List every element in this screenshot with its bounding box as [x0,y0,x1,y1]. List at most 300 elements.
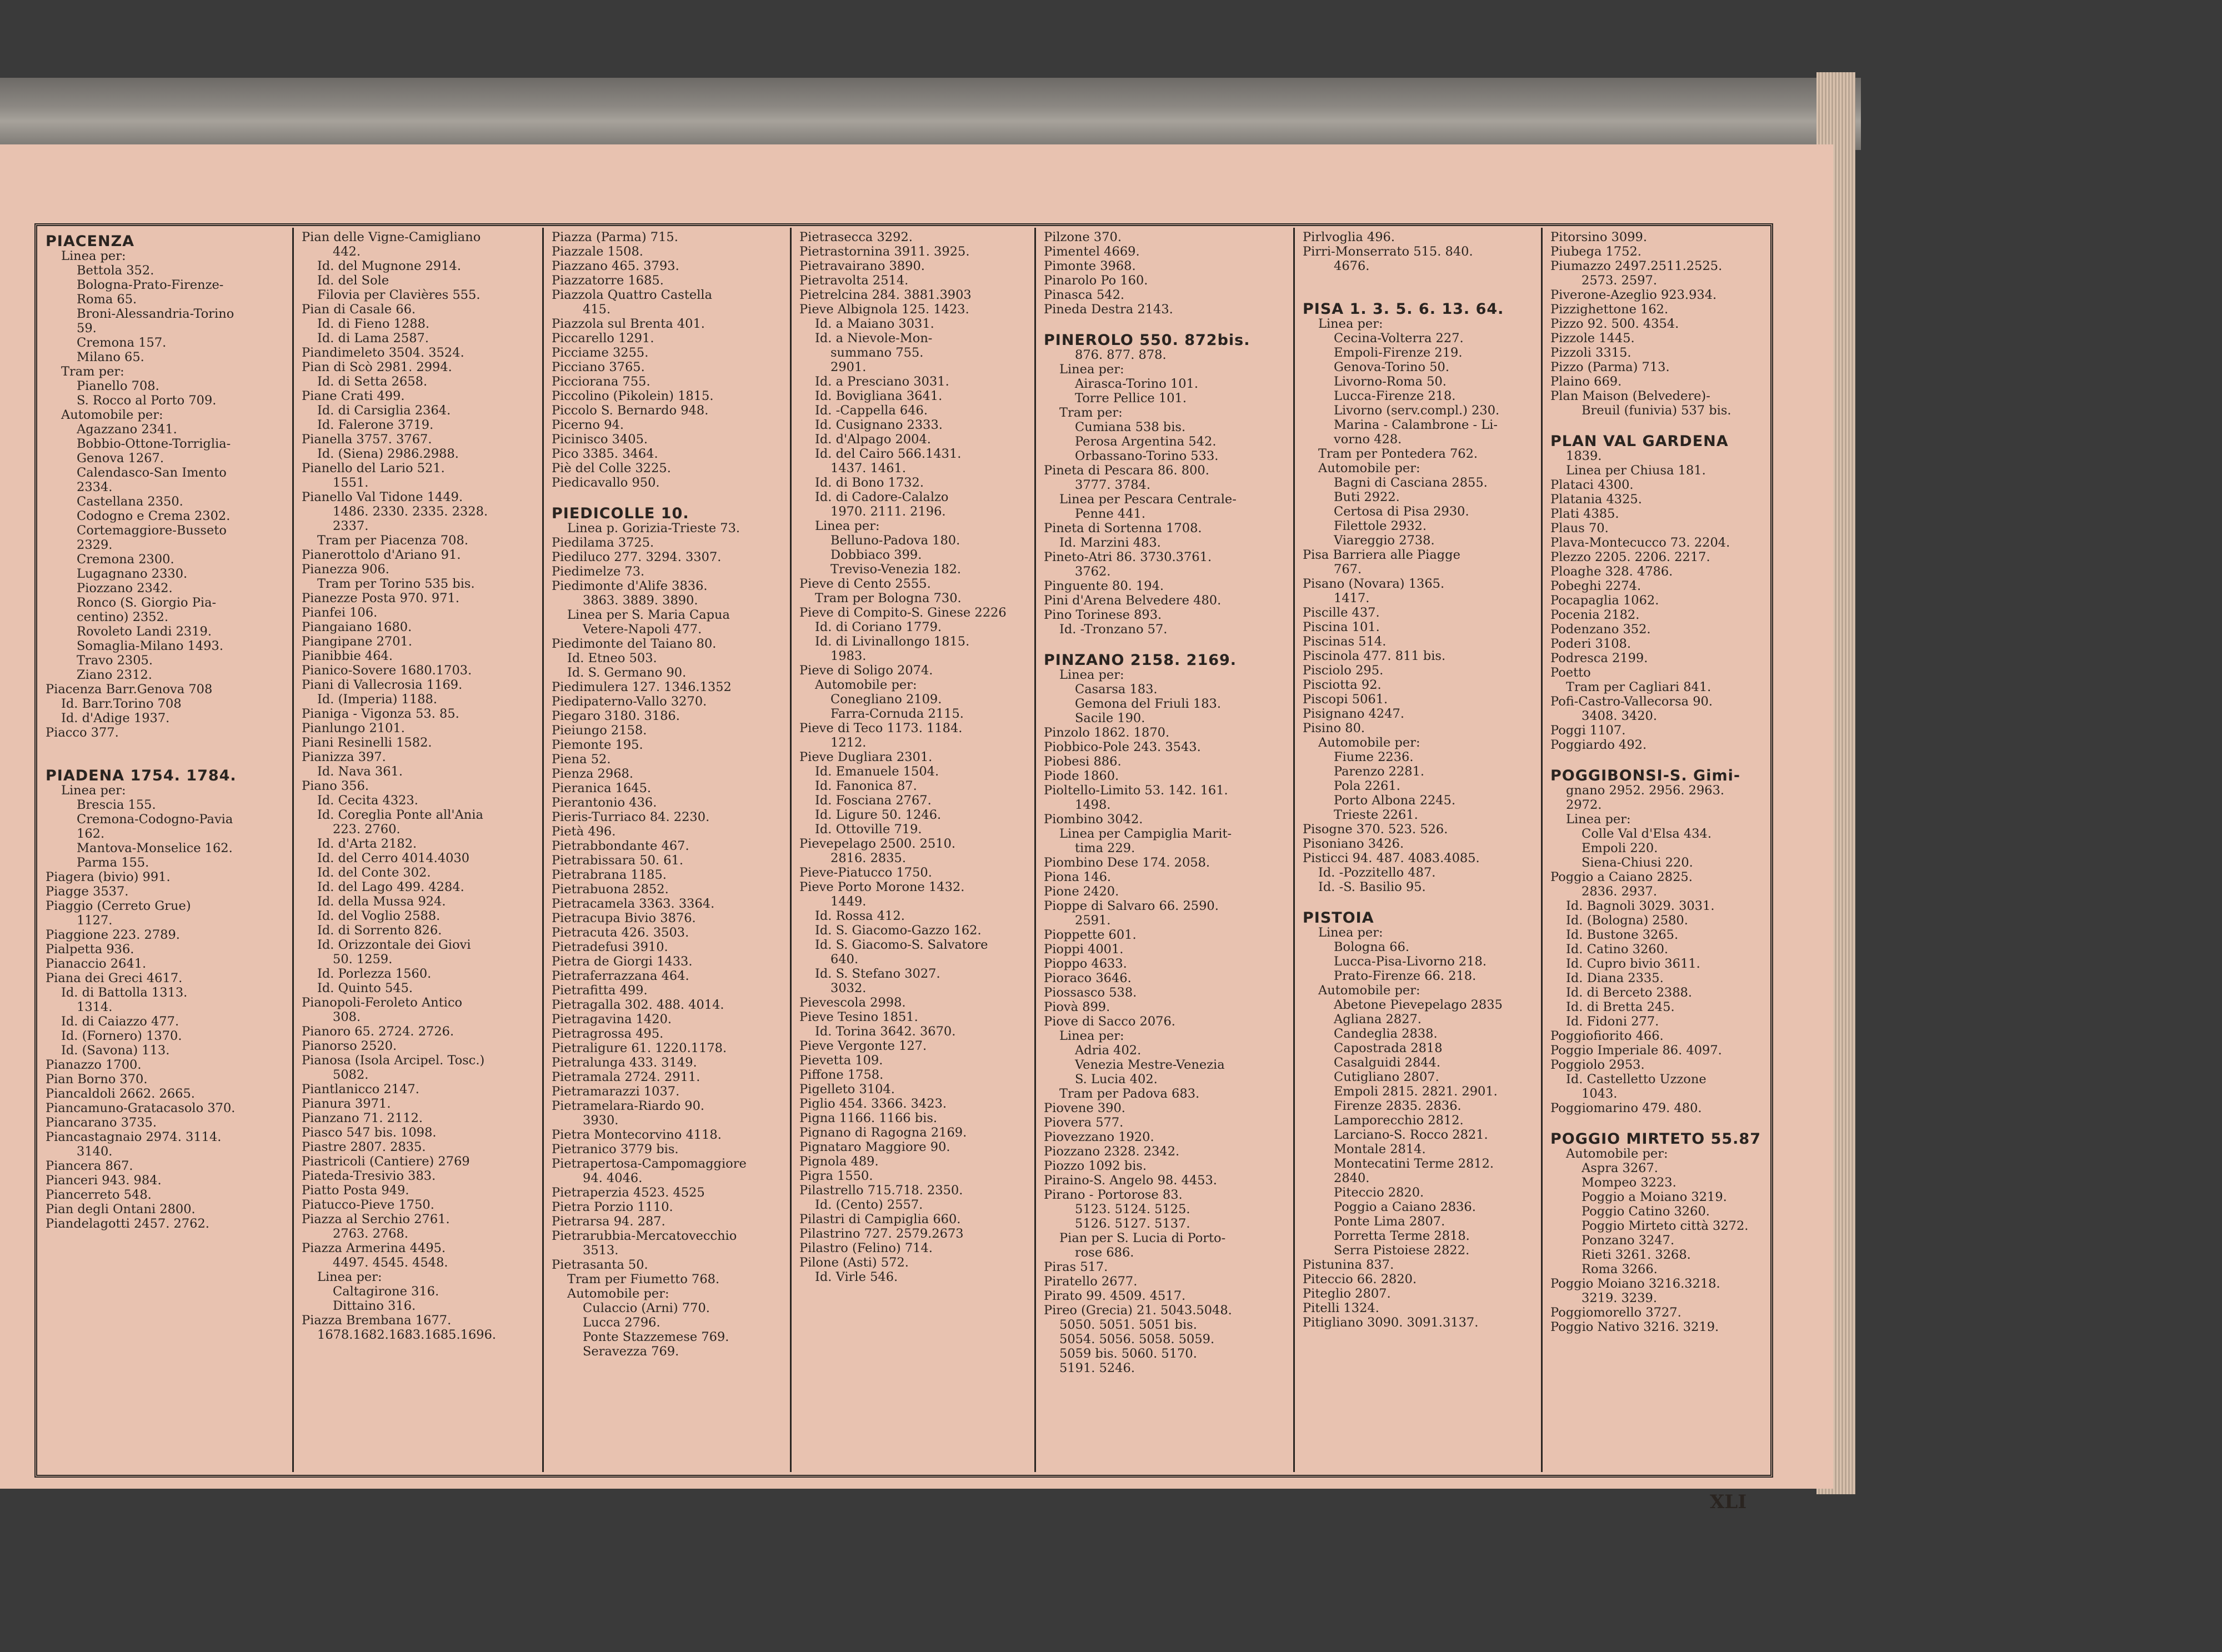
index-entry: Piteccio 66. 2820. [1303,1272,1417,1286]
index-entry: Aspra 3267. [1582,1161,1658,1175]
index-entry: Fiume 2236. [1334,750,1414,764]
index-entry: Piaggione 223. 2789. [46,928,180,942]
index-entry: Id. -Pozzitello 487. [1318,865,1436,880]
index-entry: 94. 4046. [583,1171,643,1185]
index-entry: Bologna-Prato-Firenze- [77,278,224,292]
index-entry: 3219. 3239. [1582,1291,1657,1305]
index-entry: Pilzone 370. [1044,230,1122,244]
index-entry: Picinisco 3405. [552,432,648,447]
index-entry: Poggio Catino 3260. [1582,1204,1710,1219]
index-entry: Piedipaterno-Vallo 3270. [552,694,707,709]
index-entry: Piancerreto 548. [46,1188,152,1202]
index-entry [1550,752,1764,764]
index-entry: Pimentel 4669. [1044,244,1140,259]
index-entry: Pioppette 601. [1044,928,1137,942]
index-entry: Caltagirone 316. [333,1284,439,1299]
index-entry: Piedimulera 127. 1346.1352 [552,680,732,694]
page-number: XLI [1710,1491,1747,1513]
index-entry: 50. 1259. [333,952,393,967]
index-entry: Pianella 3757. 3767. [302,432,432,447]
index-entry: Plezzo 2205. 2206. 2217. [1550,550,1710,564]
index-entry: Pietraperzia 4523. 4525 [552,1185,705,1200]
index-entry: Pianello 708. [77,379,159,393]
index-entry: Pietrelcina 284. 3881.3903 [799,288,972,302]
index-entry: Brescia 155. [77,798,156,812]
section-heading: PISA 1. 3. 5. 6. 13. 64. [1303,301,1504,318]
index-entry: Bobbio-Ottone-Torriglia- [77,437,231,451]
index-entry: Pizzighettone 162. [1550,302,1669,317]
section-heading: PIEDICOLLE 10. [552,505,689,522]
index-entry: Piancaldoli 2662. 2665. [46,1087,195,1101]
index-entry: Pievescola 2998. [799,995,906,1010]
index-entry: Pirato 99. 4509. 4517. [1044,1289,1186,1303]
index-entry: Pievepelago 2500. 2510. [799,837,956,851]
index-entry [1044,637,1288,649]
index-entry: Id. Porlezza 1560. [317,967,432,981]
index-entry: Piacco 377. [46,725,119,740]
index-entry: Id. di Cadore-Calalzo [815,490,949,504]
index-entry: Filovia per Clavières 555. [317,288,481,302]
index-entry: Ploaghe 328. 4786. [1550,564,1673,579]
index-entry: Piedimelze 73. [552,564,645,579]
index-entry: Pioltello-Limito 53. 142. 161. [1044,783,1228,798]
index-entry: 3140. [77,1144,113,1159]
index-entry: Pietraferrazzana 464. [552,969,689,983]
index-entry: Poggio a Moiano 3219. [1582,1190,1727,1204]
index-entry: Lucca 2796. [583,1315,660,1330]
index-entry: Piano 356. [302,779,369,793]
index-entry: Pisoniano 3426. [1303,837,1404,851]
section-heading: PINZANO 2158. 2169. [1044,652,1237,669]
index-entry: tima 229. [1075,841,1135,855]
index-entry: Id. Etneo 503. [567,651,657,665]
index-entry: Pineta di Sortenna 1708. [1044,521,1202,535]
index-entry: Id. S. Stefano 3027. [815,967,940,981]
index-entry: Codogno e Crema 2302. [77,509,231,523]
index-entry: Poggiofiorito 466. [1550,1029,1664,1043]
index-entry: Pieve di Teco 1173. 1184. [799,721,963,735]
index-column-7 [1541,228,1770,1472]
index-entry: Piombino Dese 174. 2058. [1044,855,1210,870]
index-entry: Pieve-Piatucco 1750. [799,865,932,880]
index-entry: Id. di Bono 1732. [815,475,924,490]
index-entry: Pizzo 92. 500. 4354. [1550,317,1679,331]
index-entry: 2972. [1566,798,1602,812]
index-entry: Piagera (bivio) 991. [46,870,171,884]
index-entry: Id. d'Adige 1937. [61,711,170,725]
index-entry: Piena 52. [552,752,611,767]
index-entry: Pietramelara-Riardo 90. [552,1099,705,1113]
index-entry: Id. Rossa 412. [815,909,905,923]
index-entry: Pietrasecca 3292. [799,230,913,244]
index-entry: Poggio Imperiale 86. 4097. [1550,1043,1722,1058]
index-entry: Piscinola 477. 811 bis. [1303,649,1446,663]
index-entry: Roma 65. [77,292,137,307]
index-entry: Pietravairano 3890. [799,259,925,273]
index-entry: 2329. [77,538,113,552]
index-entry: Tram per: [1059,406,1123,420]
index-entry: Id. Marzini 483. [1059,535,1161,550]
index-entry: Piegaro 3180. 3186. [552,709,680,723]
index-entry: Pietra Porzio 1110. [552,1200,673,1214]
index-entry: Id. Quinto 545. [317,981,413,995]
index-entry: Poggio Moiano 3216.3218. [1550,1276,1720,1291]
index-entry: Pianico-Sovere 1680.1703. [302,663,472,678]
index-entry: Pianello Val Tidone 1449. [302,490,463,504]
index-entry: Empoli 220. [1582,841,1658,855]
index-entry: Livorno (serv.compl.) 230. [1334,403,1500,418]
index-entry: 5126. 5127. 5137. [1075,1217,1190,1231]
section-heading: POGGIO MIRTETO 55.87 [1550,1130,1761,1148]
index-entry: Id. di Setta 2658. [317,374,428,389]
index-entry: Automobile per: [1566,1147,1668,1161]
index-entry: Castellana 2350. [77,494,183,509]
index-entry: Pianiga - Vigonza 53. 85. [302,707,459,721]
index-entry: Broni-Alessandria-Torino [77,307,234,321]
index-entry: Linea per: [61,249,126,263]
index-entry: Pilastri di Campiglia 660. [799,1212,961,1227]
index-entry [1303,894,1535,907]
index-entry: Belluno-Padova 180. [830,533,960,548]
index-entry: Pietrastornina 3911. 3925. [799,244,970,259]
index-entry: Perosa Argentina 542. [1075,434,1217,449]
index-entry: Pisogne 370. 523. 526. [1303,822,1448,837]
index-entry: Id. (Bologna) 2580. [1566,913,1688,928]
index-entry: Pietra de Giorgi 1433. [552,954,693,969]
index-entry: Pietrabbondante 467. [552,839,689,853]
index-entry: Pilastrino 727. 2579.2673 [799,1227,964,1241]
index-entry: Id. d'Alpago 2004. [815,432,931,447]
index-entry: Id. Fanonica 87. [815,779,917,793]
index-entry: Linea per: [1318,317,1383,331]
index-entry: Id. di Caiazzo 477. [61,1014,179,1029]
index-entry: Tram per Piacenza 708. [317,533,468,548]
index-entry: Id. Barr.Torino 708 [61,697,182,711]
index-entry: Piffone 1758. [799,1068,884,1082]
index-entry: Pisino 80. [1303,721,1365,735]
index-entry: Bologna 66. [1334,940,1410,954]
index-entry: Pietravolta 2514. [799,273,909,288]
index-entry: Capostrada 2818 [1334,1041,1443,1055]
index-entry: Pietralunga 433. 3149. [552,1055,697,1070]
index-entry: Pino Torinese 893. [1044,608,1162,622]
index-entry: Vetere-Napoli 477. [583,622,702,637]
index-entry: Id. del Mugnone 2914. [317,259,462,273]
index-entry: Piagge 3537. [46,884,129,899]
index-entry: Piccarello 1291. [552,331,654,346]
index-entry: Piscinas 514. [1303,634,1387,649]
index-entry: 4676. [1334,259,1370,273]
index-entry: Piozzo 1092 bis. [1044,1159,1147,1173]
index-entry: Id. S. Germano 90. [567,665,687,680]
index-entry: Piove di Sacco 2076. [1044,1014,1175,1029]
section-heading: PIADENA 1754. 1784. [46,767,237,784]
index-entry: Buti 2922. [1334,490,1400,504]
index-entry: Plataci 4300. [1550,478,1634,492]
index-entry: Poggio Nativo 3216. 3219. [1550,1320,1719,1334]
index-entry: 767. [1334,562,1362,577]
index-entry [1044,317,1288,329]
index-entry: 3408. 3420. [1582,709,1657,723]
index-entry: 5054. 5056. 5058. 5059. [1059,1332,1215,1346]
index-entry: Empoli 2815. 2821. 2901. [1334,1084,1498,1099]
index-entry: Poggiomarino 479. 480. [1550,1101,1702,1115]
index-entry: Id. -Tronzano 57. [1059,622,1168,637]
index-entry: Pietrabrana 1185. [552,868,667,882]
index-entry: Casarsa 183. [1075,682,1158,697]
index-entry: Piancera 867. [46,1159,133,1173]
index-entry: Pizzole 1445. [1550,331,1635,346]
section-heading: POGGIBONSI-S. Gimi- [1550,767,1741,784]
index-entry: 1314. [77,1000,113,1014]
index-entry: Pietrabuona 2852. [552,882,669,897]
index-entry: Montecatini Terme 2812. [1334,1157,1494,1171]
index-entry: 59. [77,321,97,336]
index-entry: Piode 1860. [1044,769,1119,783]
index-entry: Piozzano 2328. 2342. [1044,1144,1180,1159]
index-entry: Pobeghi 2274. [1550,579,1642,593]
index-entry: Pinguente 80. 194. [1044,579,1164,593]
index-entry: Pieranica 1645. [552,781,652,795]
index-entry: 1486. 2330. 2335. 2328. [333,504,488,519]
index-entry: Linea p. Gorizia-Trieste 73. [567,521,740,535]
index-entry: Id. -S. Basilio 95. [1318,880,1426,894]
index-entry: Id. (Imperia) 1188. [317,692,438,707]
index-entry: Pigelleto 3104. [799,1082,895,1097]
index-entry: Id. Ottoville 719. [815,822,922,837]
index-entry: Calendasco-San Imento [77,465,227,480]
index-entry: 3032. [830,981,867,995]
index-entry: Id. del Conte 302. [317,865,431,880]
index-entry: Id. Cusignano 2333. [815,418,943,432]
index-entry: Id. a Presciano 3031. [815,374,949,389]
index-entry: Conegliano 2109. [830,692,942,707]
index-entry: Filettole 2932. [1334,519,1427,533]
index-entry: Piaggio (Cerreto Grue) [46,899,191,913]
index-entry: Pietramala 2724. 2911. [552,1070,700,1084]
index-entry: rose 686. [1075,1245,1134,1260]
index-entry: summano 755. [830,346,924,360]
index-entry: Bettola 352. [77,263,154,278]
index-entry: Pianorso 2520. [302,1039,397,1053]
index-entry: 2334. [77,480,113,494]
index-entry: Ponzano 3247. [1582,1233,1675,1248]
index-entry: Adria 402. [1075,1043,1142,1058]
index-entry: Pisciolo 295. [1303,663,1384,678]
index-entry: Pianfei 106. [302,605,378,620]
index-entry: Piancamuno-Gratacasolo 370. [46,1101,236,1115]
index-entry: Parma 155. [77,855,149,870]
index-entry: Pian di Casale 66. [302,302,416,317]
index-entry: Pievetta 109. [799,1053,883,1068]
index-entry: Pione 2420. [1044,884,1119,899]
index-entry: Lucca-Pisa-Livorno 218. [1334,954,1487,969]
index-entry: Poggiardo 492. [1550,738,1647,752]
index-entry: Id. -Cappella 646. [815,403,928,418]
index-entry: Piangaiano 1680. [302,620,412,634]
index-entry: Piatto Posta 949. [302,1183,409,1198]
index-entry: 1551. [333,475,369,490]
index-entry: 3762. [1075,564,1111,579]
index-entry: Pietragrossa 495. [552,1027,664,1041]
index-entry: Linea per: [1566,812,1631,827]
index-entry: Id. S. Giacomo-Gazzo 162. [815,923,982,938]
index-entry: Id. Bagnoli 3029. 3031. [1566,899,1715,913]
index-entry: Piccolo S. Bernardo 948. [552,403,709,418]
index-entry: Milano 65. [77,350,144,364]
index-entry: Pinasca 542. [1044,288,1125,302]
index-entry: Piazzatorre 1685. [552,273,664,288]
index-entry: Larciano-S. Rocco 2821. [1334,1128,1488,1142]
index-entry: Podenzano 352. [1550,622,1651,637]
index-entry: Pian per S. Lucia di Porto- [1059,1231,1226,1245]
index-entry: Roma 3266. [1582,1262,1658,1276]
index-entry: Casalguidi 2844. [1334,1055,1441,1070]
index-entry: Pietrabissara 50. 61. [552,853,684,868]
index-entry: Piastricoli (Cantiere) 2769 [302,1154,470,1169]
index-entry: Candeglia 2838. [1334,1027,1438,1041]
index-entry: Id. del Sole [317,273,389,288]
index-entry [552,490,784,502]
index-entry: Trieste 2261. [1334,808,1418,822]
index-entry: 442. [333,244,361,259]
section-heading: PINEROLO 550. 872bis. [1044,332,1250,349]
index-entry: Cremona-Codogno-Pavia [77,812,233,827]
index-entry: Piastre 2807. 2835. [302,1140,426,1154]
index-entry: Id. Castelletto Uzzone [1566,1072,1706,1087]
index-entry: Linea per: [1059,362,1124,377]
index-entry: Linea per: [1059,1029,1124,1043]
index-entry: Piozzano 2342. [77,581,173,595]
index-entry: Porto Albona 2245. [1334,793,1456,808]
index-entry: 1043. [1582,1087,1618,1101]
index-entry: Piombino 3042. [1044,812,1143,827]
index-entry: Id. Torina 3642. 3670. [815,1024,956,1039]
index-entry: Pianezze Posta 970. 971. [302,591,460,605]
index-entry: Linea per: [61,783,126,798]
index-entry: centino) 2352. [77,610,169,624]
index-entry: Id. Falerone 3719. [317,418,434,432]
index-entry: Piona 146. [1044,870,1112,884]
index-entry: 2836. 2937. [1582,884,1657,899]
index-entry: Agliana 2827. [1334,1012,1422,1027]
index-entry: Piedimonte d'Alife 3836. [552,579,708,593]
index-entry: Piazzano 465. 3793. [552,259,679,273]
index-entry: Colle Val d'Elsa 434. [1582,827,1711,841]
index-entry: Picciame 3255. [552,346,649,360]
index-entry: 1449. [830,894,867,909]
index-entry: Tram per Fiumetto 768. [567,1272,720,1286]
index-entry: 2816. 2835. [830,851,906,865]
index-entry: Poggio a Caiano 2836. [1334,1200,1476,1214]
index-entry: Id. (Siena) 2986.2988. [317,447,459,461]
index-entry: Penne 441. [1075,507,1145,521]
index-entry: Pietramarazzi 1037. [552,1084,680,1099]
index-entry: Orbassano-Torino 533. [1075,449,1219,463]
index-entry: Plava-Montecucco 73. 2204. [1550,535,1730,550]
index-entry: Pietrarsa 94. 287. [552,1214,665,1229]
index-entry: Lugagnano 2330. [77,567,188,581]
index-entry: Pietraligure 61. 1220.1178. [552,1041,727,1055]
index-entry: Piscopi 5061. [1303,692,1388,707]
index-entry: Poetto [1550,665,1591,680]
index-entry: Pimonte 3968. [1044,259,1136,273]
index-entry: Piazza Brembana 1677. [302,1313,452,1328]
index-entry: Prato-Firenze 66. 218. [1334,969,1477,983]
index-entry: Pirlvoglia 496. [1303,230,1395,244]
index-entry: Pistunina 837. [1303,1258,1394,1272]
index-entry: Pietrapertosa-Campomaggiore [552,1157,747,1171]
index-entry: Pocenia 2182. [1550,608,1640,622]
index-entry: 1437. 1461. [830,461,906,475]
index-entry: Farra-Cornuda 2115. [830,707,964,721]
index-entry: Tram per Padova 683. [1059,1087,1200,1101]
index-entry: Pian degli Ontani 2800. [46,1202,196,1217]
index-entry: Pineda Destra 2143. [1044,302,1173,317]
index-entry: Pieve di Compito-S. Ginese 2226 [799,605,1007,620]
index-entry: Pisciotta 92. [1303,678,1382,692]
index-entry: Piazza al Serchio 2761. [302,1212,450,1227]
index-entry: Automobile per: [61,408,163,422]
index-entry: Pisa Barriera alle Piagge [1303,548,1460,562]
index-entry: 1970. 2111. 2196. [830,504,946,519]
index-entry: Pieve Albignola 125. 1423. [799,302,969,317]
index-entry: Pignano di Ragogna 2169. [799,1125,967,1140]
index-entry: Pini d'Arena Belvedere 480. [1044,593,1222,608]
section-heading: PISTOIA [1303,909,1374,927]
index-entry: 2591. [1075,913,1111,928]
index-entry: Mompeo 3223. [1582,1175,1676,1190]
index-entry: Piè del Colle 3225. [552,461,671,475]
index-entry: 5082. [333,1068,369,1082]
index-entry: Pitigliano 3090. 3091.3137. [1303,1315,1479,1330]
index-entry: Id. del Cerro 4014.4030 [317,851,470,865]
section-heading: PLAN VAL GARDENA [1550,433,1729,450]
index-entry: Pianaccio 2641. [46,957,147,971]
index-entry: Travo 2305. [77,653,153,668]
index-entry: Ronco (S. Giorgio Pia- [77,595,217,610]
index-entry: Automobile per: [1318,735,1420,750]
index-entry: Pieve Vergonte 127. [799,1039,927,1053]
index-entry: Piazza (Parma) 715. [552,230,678,244]
index-entry: Pietranico 3779 bis. [552,1142,679,1157]
index-entry: Piratello 2677. [1044,1274,1138,1289]
index-column-3 [542,228,790,1472]
index-entry: Piemonte 195. [552,738,643,752]
index-entry: Id. di Fieno 1288. [317,317,430,331]
index-entry: Pianura 3971. [302,1097,391,1111]
index-entry: Genova 1267. [77,451,164,465]
index-column-6 [1293,228,1541,1472]
index-entry: Pieve di Cento 2555. [799,577,931,591]
index-entry: Podresca 2199. [1550,651,1648,665]
index-entry: Piatucco-Pieve 1750. [302,1198,434,1212]
index-entry: Linea per Pescara Centrale- [1059,492,1237,507]
index-entry: 2901. [830,360,867,374]
index-entry: 4497. 4545. 4548. [333,1255,448,1270]
index-entry: 1212. [830,735,867,750]
index-entry: Pietracamela 3363. 3364. [552,897,715,911]
index-entry: Pienza 2968. [552,767,633,781]
index-entry: Pietradefusi 3910. [552,940,668,954]
index-entry: Genova-Torino 50. [1334,360,1449,374]
index-entry: 1983. [830,649,867,663]
index-entry: Linea per S. Maria Capua [567,608,730,622]
index-entry: Id. Emanuele 1504. [815,764,939,779]
index-entry: 876. 877. 878. [1075,348,1167,362]
index-entry: Id. Bovigliana 3641. [815,389,943,403]
index-entry: S. Lucia 402. [1075,1072,1158,1087]
